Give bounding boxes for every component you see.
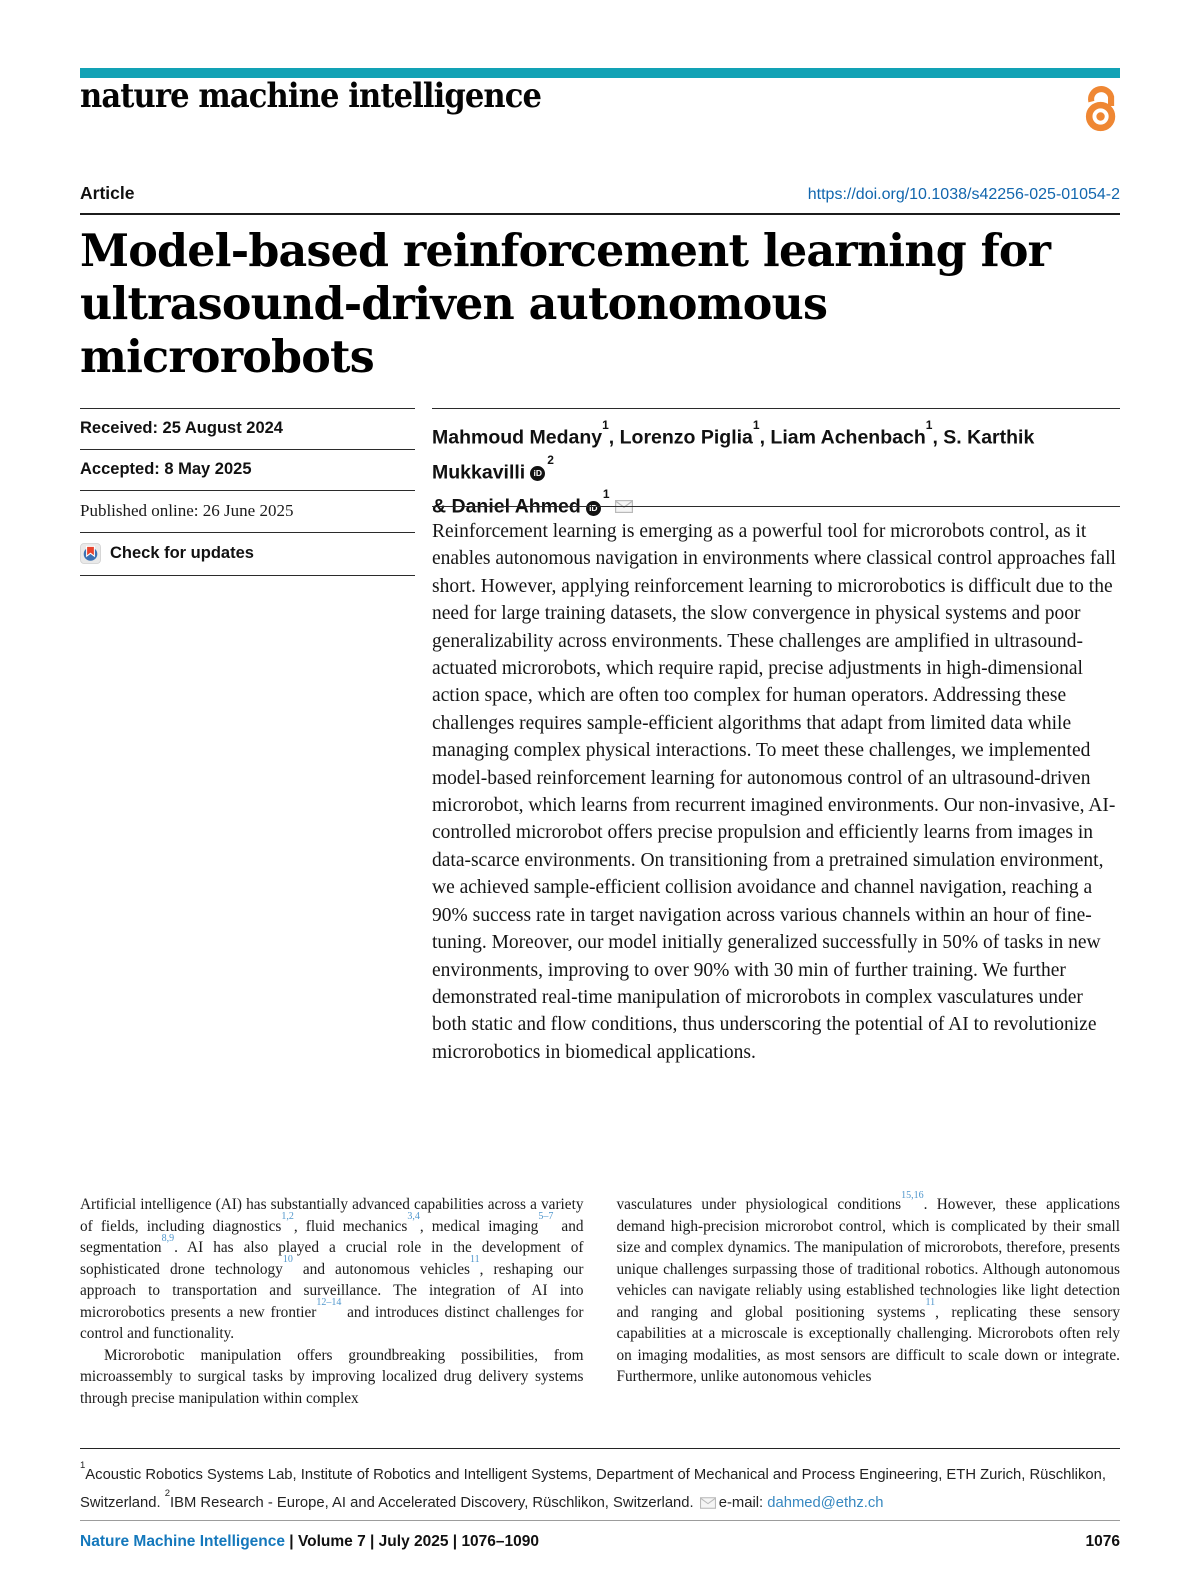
paper-title-line2: ultrasound-driven autonomous microrobots bbox=[80, 277, 828, 383]
right-column bbox=[616, 1189, 1121, 1409]
intro-paragraph-1: Artificial intelligence (AI) has substantially advanced capabilities across a variety of fields, including diagnostics$^{1,2}$, fluid mechanics$^{3,4}$, medical imaging$^{5-7}$ and segmentation$^{8,9}$. AI has also played a crucial role in the development of sophisticated drone technology$^{10}$ and autonomous vehicles$^{11}$, reshaping our approach to transportation and surveillance. The integration of AI into microrobotics presents a new frontier$^{12-14}$ and introduces distinct challenges for control and functionality. bbox=[80, 1196, 584, 1342]
author-name: Daniel Ahmed bbox=[451, 495, 581, 518]
author-name: Mahmoud Medany bbox=[432, 426, 603, 449]
left-column bbox=[80, 1194, 584, 1409]
citation-ref[interactable]: 8,9 bbox=[161, 1232, 175, 1244]
email-icon bbox=[700, 1497, 716, 1509]
paper-title bbox=[80, 224, 1109, 383]
doi-link[interactable]: https://doi.org/10.1038/s42256-025-01054-2 bbox=[807, 186, 1120, 203]
citation-ref[interactable]: 15,16 bbox=[901, 1189, 924, 1201]
check-for-updates-label: Check for updates bbox=[110, 544, 254, 562]
introduction-columns bbox=[80, 1189, 1121, 1409]
citation-ref[interactable]: 1,2 bbox=[281, 1211, 294, 1223]
published-date: Published online: 26 June 2025 bbox=[80, 490, 415, 532]
article-header-row bbox=[80, 183, 1120, 204]
citation-ref[interactable]: 11 bbox=[470, 1254, 480, 1266]
citation-ref[interactable]: 11 bbox=[925, 1297, 936, 1309]
citation-ref[interactable]: 5–7 bbox=[538, 1211, 554, 1223]
authors-line: Mahmoud Medany$^1$, Lorenzo Piglia$^1$, Liam Achenbach$^1$, S. Karthik Mukkavilli $iD^2$ & Daniel Ahmed $iD^1$ bbox=[432, 418, 1035, 518]
affiliations-text: $^1$Acoustic Robotics Systems Lab, Institute of Robotics and Intelligent Systems, Department of Mechanical and Process Engineering, ETH Zurich, Rüschlikon, Switzerland. $^2$IBM Research - Europe, AI and Accelerated Discovery, Rüschlikon, Switzerland. e-mail: dahmed@ethz.ch bbox=[80, 1460, 1106, 1512]
footer-journal-name: Nature Machine Intelligence bbox=[80, 1533, 285, 1550]
intro-paragraph-2: Microrobotic manipulation offers groundbreaking possibilities, from microassembly to surgical tasks by improving localized drug delivery systems through precise manipulation within complex bbox=[80, 1346, 584, 1407]
citation-ref[interactable]: 3,4 bbox=[407, 1211, 420, 1223]
authors-block bbox=[432, 408, 1120, 522]
footer-volume: Volume 7 bbox=[297, 1533, 366, 1550]
footer-date: July 2025 bbox=[378, 1533, 449, 1550]
abstract-text: Reinforcement learning is emerging as a powerful tool for microrobots control, as it enables autonomous navigation in environments where classical control approaches fall short. However, applying reinforcement learning to microrobotics is difficult due to the need for large training datasets, the slow convergence in physical systems and poor generalizability across environments. These challenges are amplified in ultrasound-actuated microrobots, which require rapid, precise adjustments in high-dimensional action space, which are often too complex for human operators. Addressing these challenges requires sample-efficient algorithms that adapt from limited data while managing complex physical interactions. To meet these challenges, we implemented model-based reinforcement learning for autonomous control of an ultrasound-driven microrobot, which learns from recurrent imagined environments. Our non-invasive, AI-controlled microrobot offers precise propulsion and efficiently learns from images in data-scarce environments. On transitioning from a pretrained simulation environment, we achieved sample-efficient collision avoidance and channel navigation, reaching a 90% success rate in target navigation across various channels within an hour of fine-tuning. Moreover, our model initially generalized successfully in 50% of tasks in new environments, improving to over 90% with 30 min of further training. We further demonstrated real-time manipulation of microrobots in complex vasculatures under both static and flow conditions, thus underscoring the potential of AI to revolutionize microrobotics in biomedical applications. bbox=[432, 521, 1116, 1063]
corresponding-email-link[interactable]: dahmed@ethz.ch bbox=[767, 1495, 884, 1512]
article-history-panel bbox=[80, 408, 415, 576]
footer-page-range: 1076–1090 bbox=[461, 1533, 540, 1550]
received-date: Received: 25 August 2024 bbox=[80, 408, 415, 449]
orcid-icon[interactable]: iD bbox=[530, 466, 545, 481]
open-access-icon bbox=[1080, 78, 1122, 139]
author-affiliation-sup: 1 bbox=[602, 418, 609, 432]
citation-ref[interactable]: 10 bbox=[282, 1254, 293, 1266]
article-type-label: Article bbox=[80, 183, 135, 203]
paper-title-line1: Model-based reinforcement learning for bbox=[80, 224, 1051, 277]
journal-logo: nature machine intelligence bbox=[80, 76, 542, 116]
author-name: S. Karthik Mukkavilli bbox=[432, 426, 1035, 483]
author-affiliation-sup: 1 bbox=[925, 418, 933, 432]
author-name: Liam Achenbach bbox=[770, 426, 926, 449]
author-name: Lorenzo Piglia bbox=[619, 426, 753, 449]
affiliation-sup: 1 bbox=[80, 1460, 86, 1471]
intro-paragraph-3: vasculatures under physiological conditions$^{15,16}$. However, these applications demand high-precision microrobot control, which is complicated by their small size and complex dynamics. The manipulation of microrobots, therefore, presents unique challenges surpassing those of traditional robotics. Although autonomous vehicles can navigate reliably using established technologies like light detection and ranging and global positioning systems$^{11}$, replicating these sensory capabilities at a microscale is exceptionally challenging. Microrobots often rely on imaging modalities, as most sensors are difficult to scale down or integrate. Furthermore, unlike autonomous vehicles bbox=[616, 1189, 1121, 1385]
accepted-date: Accepted: 8 May 2025 bbox=[80, 449, 415, 490]
crossmark-icon bbox=[80, 543, 101, 564]
affiliation-sup: 2 bbox=[164, 1488, 171, 1500]
journal-citation: Nature Machine Intelligence | Volume 7 | July 2025 | 1076–1090 bbox=[80, 1533, 540, 1550]
page-number: 1076 bbox=[1085, 1533, 1120, 1550]
author-affiliation-sup: 2 bbox=[547, 452, 554, 467]
citation-ref[interactable]: 12–14 bbox=[316, 1297, 342, 1309]
abstract-section bbox=[432, 506, 1120, 1066]
orcid-icon[interactable]: iD bbox=[586, 501, 601, 516]
author-affiliation-sup: 1 bbox=[602, 487, 610, 501]
email-label: e-mail: bbox=[718, 1495, 768, 1512]
check-for-updates-button[interactable] bbox=[80, 532, 415, 576]
page-footer bbox=[80, 1520, 1120, 1551]
affiliations-footnote bbox=[80, 1448, 1120, 1516]
header-divider bbox=[80, 213, 1120, 215]
author-affiliation-sup: 1 bbox=[752, 418, 760, 432]
